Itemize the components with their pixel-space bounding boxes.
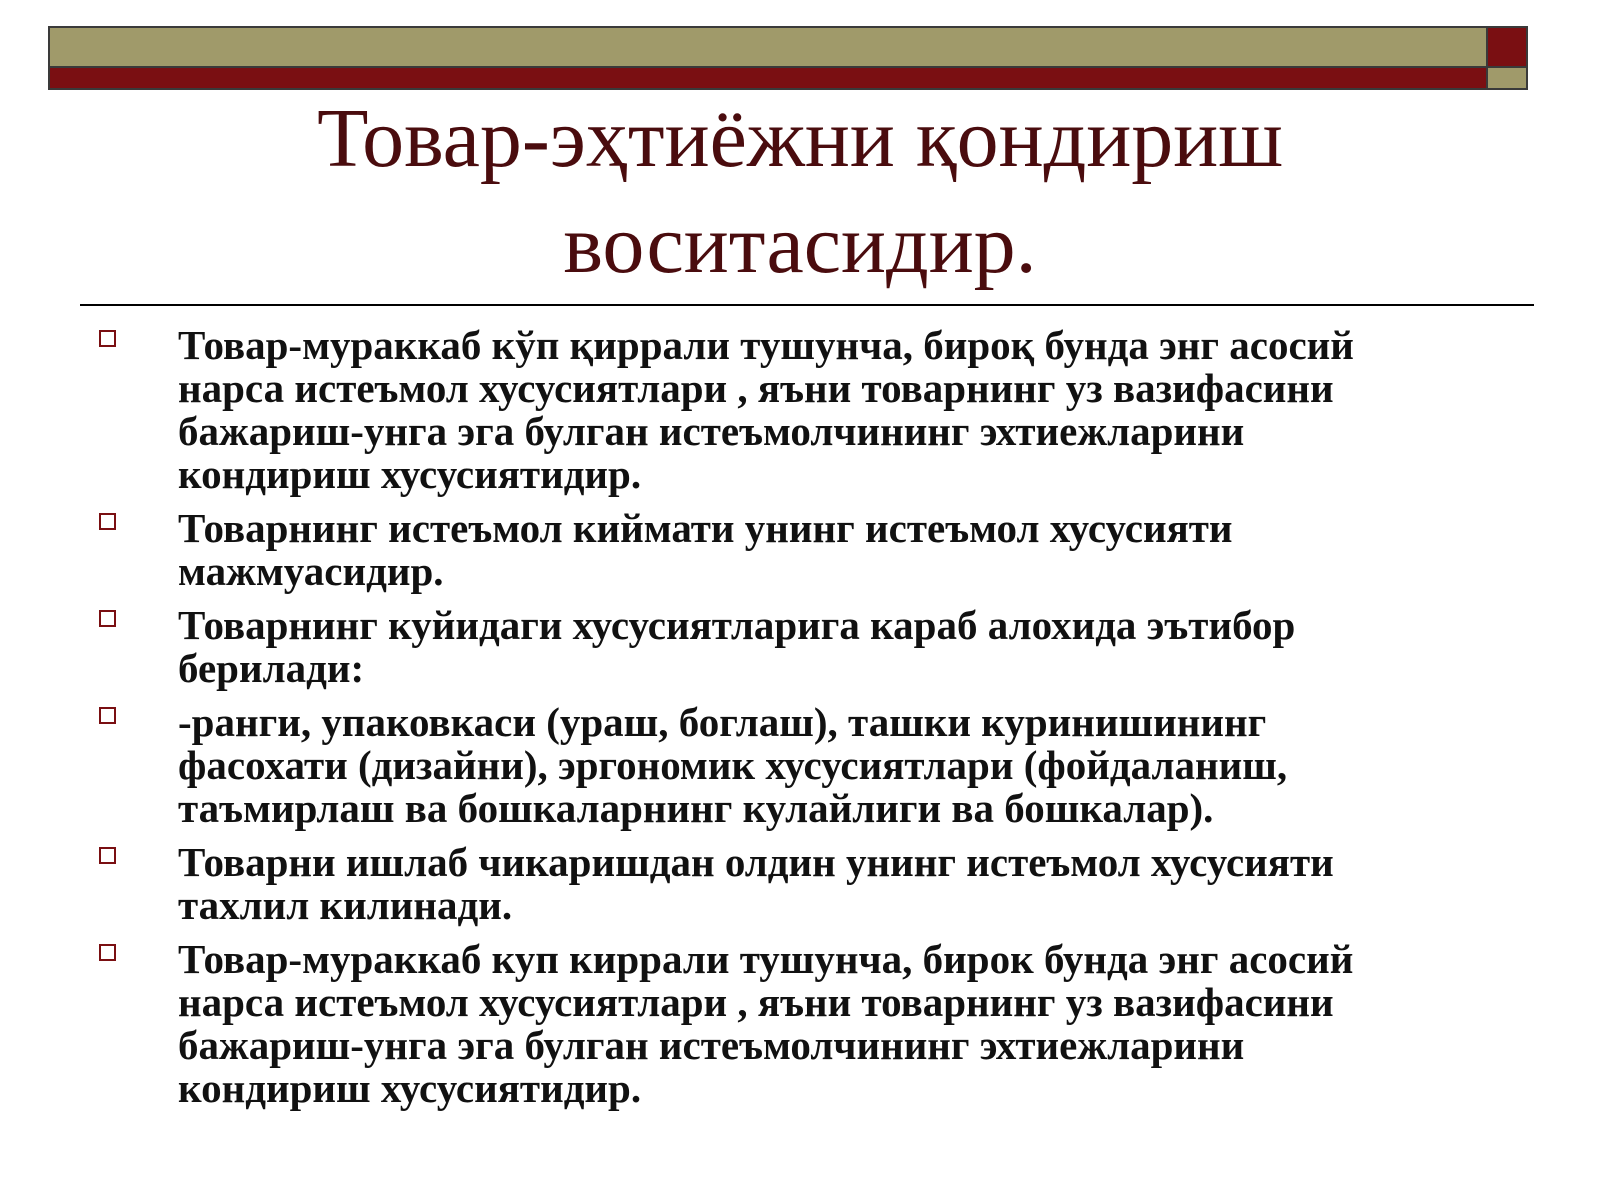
hollow-square-icon [99,330,116,347]
header-decoration-band [48,26,1528,90]
header-band-red-stripe [50,68,1486,88]
bullet-text: Товарнинг куйидаги хусусиятларига караб алохида эътибор берилади: [178,602,1296,691]
slide-title [80,86,1520,298]
slide-title-line-2: воситасидир. [563,198,1037,291]
hollow-square-icon [99,513,116,530]
title-divider [80,304,1534,306]
bullet-text: Товар-мураккаб кўп қиррали тушунча, бироқ бунда энг асосий нарса истеъмол хусусиятлари , яъни товарнинг уз вазифасини бажариш-унга эга булган истеъмолчининг эхтиежларини кондириш хусусиятидир. [178,322,1354,497]
bullet-list [0,324,1600,1121]
header-corner-red-square [1488,28,1526,68]
bullet-text: -ранги, упаковкаси (ураш, боглаш), ташки куринишининг фасохати (дизайни), эргономик хусусиятлари (фойдаланиш, таъмирлаш ва бошкаларнинг кулайлиги ва бошкалар). [178,699,1288,831]
header-corner-olive-square [1488,68,1526,88]
hollow-square-icon [99,847,116,864]
bullet-item [0,938,1600,1110]
bullet-item [0,841,1600,927]
hollow-square-icon [99,610,116,627]
header-band-olive-stripe [50,28,1486,68]
bullet-text: Товарни ишлаб чикаришдан олдин унинг истеъмол хусусияти тахлил килинади. [178,839,1334,928]
hollow-square-icon [99,707,116,724]
header-band-main [50,28,1486,88]
slide-title-line-1: Товар-эҳтиёжни қондириш [317,92,1283,185]
bullet-item [0,507,1600,593]
bullet-item [0,701,1600,830]
header-band-corner [1486,28,1526,88]
bullet-text: Товарнинг истеъмол киймати унинг истеъмол хусусияти мажмуасидир. [178,505,1233,594]
bullet-text: Товар-мураккаб куп киррали тушунча, бирок бунда энг асосий нарса истеъмол хусусиятлари , яъни товарнинг уз вазифасини бажариш-унга эга булган истеъмолчининг эхтиежларини кондириш хусусиятидир. [178,936,1354,1111]
bullet-item [0,324,1600,496]
bullet-item [0,604,1600,690]
hollow-square-icon [99,944,116,961]
